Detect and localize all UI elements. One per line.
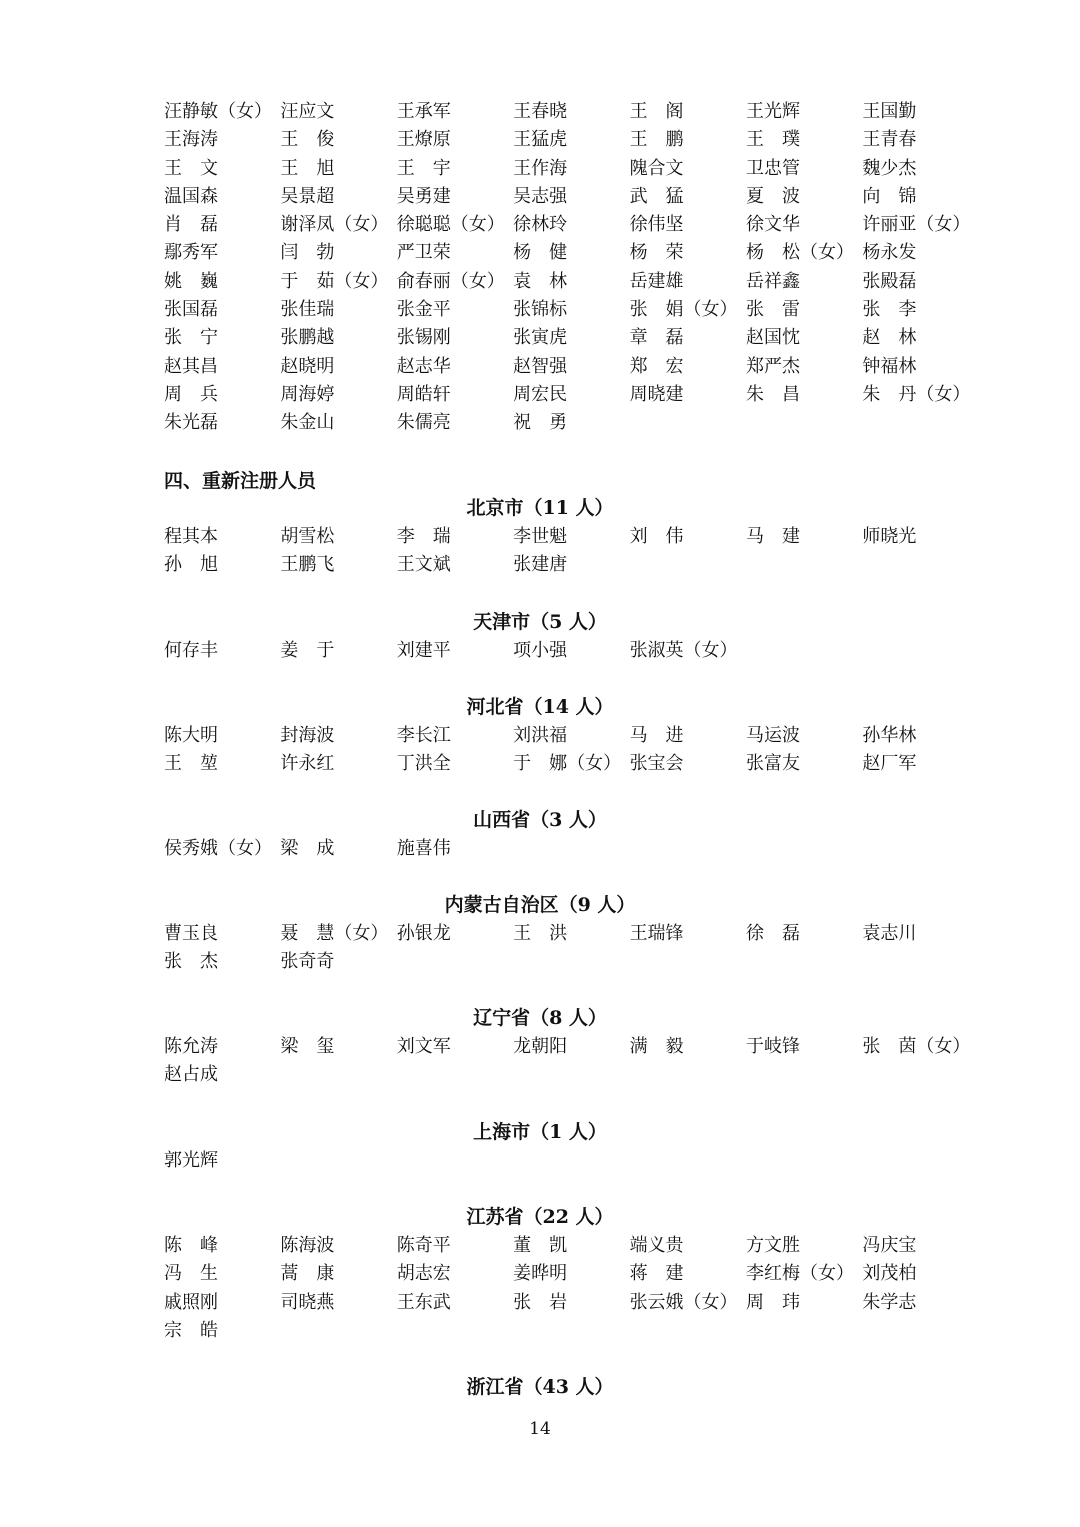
name-row [164,268,984,296]
name-row [164,1260,984,1288]
person-name: 朱金山 [280,412,335,434]
person-name: 姜晔明 [513,1263,568,1285]
person-name: 鄢秀军 [164,242,218,264]
person-name: 李红梅（女） [745,1263,854,1285]
person-name: 封海波 [280,725,335,746]
person-name: 王 洪 [513,923,568,944]
person-name: 王 文 [164,157,218,179]
person-name: 孙银龙 [396,923,451,944]
person-name: 李 瑞 [396,526,451,547]
person-name: 王瑞锋 [629,923,684,944]
person-name: 魏少杰 [862,157,917,179]
section-heading: 四、重新注册人员 [164,470,317,492]
person-name: 张 杰 [164,951,218,973]
name-row [164,523,984,551]
page-number: 14 [529,1419,551,1439]
person-name: 李长江 [396,725,451,746]
name-row [164,948,984,976]
person-name: 张 雷 [745,299,800,321]
person-name: 张奇奇 [280,951,335,973]
person-name: 马 建 [745,526,800,547]
person-name: 张宝会 [629,753,684,775]
person-name: 赵 林 [862,327,917,349]
person-name: 赵智强 [513,355,568,377]
name-row [164,1289,984,1317]
person-name: 胡雪松 [280,526,335,547]
name-row [164,211,984,239]
region-name-list [164,835,984,863]
person-name: 姜 于 [280,640,335,661]
person-name: 徐聪聪（女） [396,214,505,236]
person-name: 郑 宏 [629,355,684,377]
person-name: 徐林玲 [513,214,568,236]
person-name: 宗 皓 [164,1319,218,1341]
person-name: 朱光磊 [164,412,218,434]
person-name: 王春晓 [513,101,568,122]
name-row [164,722,984,750]
name-row [164,183,984,211]
person-name: 张寅虎 [513,327,568,349]
person-name: 孙 旭 [164,554,218,576]
person-name: 温国森 [164,185,218,207]
name-row [164,381,984,409]
name-row [164,1317,984,1345]
person-name: 杨 荣 [629,242,684,264]
person-name: 王承军 [396,101,451,122]
person-name: 夏 波 [745,185,800,207]
person-name: 冯 生 [164,1263,218,1285]
person-name: 王作海 [513,157,568,179]
person-name: 于 娜（女） [513,753,622,775]
person-name: 岳祥鑫 [745,270,800,292]
person-name: 张佳瑞 [280,299,335,321]
person-name: 张 李 [862,299,917,321]
person-name: 张 宁 [164,327,218,349]
person-name: 赵厂军 [862,753,917,775]
person-name: 胡志宏 [396,1263,451,1285]
person-name: 张国磊 [164,299,218,321]
name-row [164,551,984,579]
person-name: 杨永发 [862,242,917,264]
person-name: 汪静敏（女） [164,101,272,122]
person-name: 章 磊 [629,327,684,349]
name-row [164,155,984,183]
person-name: 朱 丹（女） [862,383,971,405]
person-name: 项小强 [513,640,568,661]
person-name: 王文斌 [396,554,451,576]
region-heading: 上海市（1 人） [473,1121,607,1143]
person-name: 王猛虎 [513,129,568,151]
person-name: 端义贵 [629,1235,684,1256]
person-name: 岳建雄 [629,270,684,292]
person-name: 于岐锋 [745,1036,800,1057]
person-name: 徐 磊 [745,923,800,944]
person-name: 严卫荣 [396,242,451,264]
person-name: 戚照刚 [164,1291,218,1313]
person-name: 张 娟（女） [629,299,738,321]
name-list-continued [164,98,984,438]
person-name: 周 兵 [164,383,218,405]
person-name: 赵晓明 [280,355,335,377]
person-name: 徐文华 [745,214,800,236]
person-name: 师晓光 [862,526,917,547]
person-name: 周皓轩 [396,383,451,405]
region-heading: 天津市（5 人） [473,611,607,633]
person-name: 刘文军 [396,1036,451,1057]
person-name: 吴景超 [280,185,335,207]
person-name: 隗合文 [629,157,684,179]
person-name: 刘茂柏 [862,1263,917,1285]
person-name: 赵占成 [164,1064,218,1086]
person-name: 王国勤 [862,101,917,122]
person-name: 杨 健 [513,242,568,264]
region-name-list [164,637,984,665]
person-name: 俞春丽（女） [396,270,505,292]
person-name: 姚 巍 [164,270,218,292]
name-row [164,98,984,126]
region-name-list [164,1232,984,1345]
region-name-list [164,523,984,580]
person-name: 赵其昌 [164,355,218,377]
person-name: 张锡刚 [396,327,451,349]
person-name: 向 锦 [862,185,917,207]
person-name: 陈奇平 [396,1235,451,1256]
person-name: 赵国忱 [745,327,800,349]
name-row [164,126,984,154]
person-name: 王 宇 [396,157,451,179]
person-name: 王光辉 [745,101,800,122]
person-name: 王燎原 [396,129,451,151]
person-name: 马运波 [745,725,800,746]
person-name: 李世魁 [513,526,568,547]
region-heading: 内蒙古自治区（9 人） [444,894,636,916]
person-name: 王 旭 [280,157,335,179]
person-name: 张淑英（女） [629,640,738,661]
person-name: 何存丰 [164,640,218,661]
name-row [164,239,984,267]
person-name: 刘 伟 [629,526,684,547]
person-name: 董 凯 [513,1235,568,1256]
name-row [164,353,984,381]
person-name: 王 璞 [745,129,800,151]
person-name: 许丽亚（女） [862,214,971,236]
name-row [164,750,984,778]
person-name: 朱 昌 [745,383,800,405]
region-name-list [164,1033,984,1090]
person-name: 冯庆宝 [862,1235,917,1256]
person-name: 施喜伟 [396,838,451,859]
region-heading: 山西省（3 人） [473,809,607,831]
person-name: 汪应文 [280,101,335,122]
person-name: 卫忠管 [745,157,800,179]
person-name: 司晓燕 [280,1291,335,1313]
name-row [164,1147,984,1175]
person-name: 龙朝阳 [513,1036,568,1057]
person-name: 钟福林 [862,355,917,377]
person-name: 丁洪全 [396,753,451,775]
name-row [164,920,984,948]
name-row [164,324,984,352]
person-name: 张富友 [745,753,800,775]
person-name: 陈 峰 [164,1235,218,1256]
person-name: 张锦标 [513,299,568,321]
name-row [164,637,984,665]
person-name: 程其本 [164,526,218,547]
person-name: 王 阁 [629,101,684,122]
person-name: 赵志华 [396,355,451,377]
region-name-list [164,1147,984,1175]
person-name: 吴志强 [513,185,568,207]
region-name-list [164,920,984,977]
person-name: 周宏民 [513,383,568,405]
person-name: 张鹏越 [280,327,335,349]
person-name: 谢泽凤（女） [280,214,389,236]
person-name: 陈大明 [164,725,218,746]
region-name-list [164,722,984,779]
person-name: 张金平 [396,299,451,321]
person-name: 孙华林 [862,725,917,746]
person-name: 王青春 [862,129,917,151]
person-name: 张建唐 [513,554,568,576]
name-row [164,1033,984,1061]
person-name: 吴勇建 [396,185,451,207]
person-name: 王海涛 [164,129,218,151]
person-name: 梁 成 [280,838,335,859]
region-heading: 北京市（11 人） [466,497,614,519]
person-name: 王东武 [396,1291,451,1313]
person-name: 朱学志 [862,1291,917,1313]
person-name: 蒿 康 [280,1263,335,1285]
region-heading: 浙江省（43 人） [466,1376,614,1398]
person-name: 王鹏飞 [280,554,335,576]
person-name: 陈海波 [280,1235,335,1256]
region-heading: 河北省（14 人） [466,696,614,718]
person-name: 袁 林 [513,270,568,292]
person-name: 聂 慧（女） [280,923,389,944]
person-name: 曹玉良 [164,923,218,944]
person-name: 刘建平 [396,640,451,661]
person-name: 张云娥（女） [629,1291,738,1313]
person-name: 张殿磊 [862,270,917,292]
person-name: 肖 磊 [164,214,218,236]
person-name: 侯秀娥（女） [164,838,272,859]
person-name: 袁志川 [862,923,917,944]
person-name: 周海婷 [280,383,335,405]
person-name: 王 堃 [164,753,218,775]
person-name: 张 岩 [513,1291,568,1313]
person-name: 周晓建 [629,383,684,405]
name-row [164,296,984,324]
person-name: 祝 勇 [513,412,568,434]
person-name: 王 鹏 [629,129,684,151]
person-name: 马 进 [629,725,684,746]
person-name: 杨 松（女） [745,242,854,264]
person-name: 蒋 建 [629,1263,684,1285]
person-name: 方文胜 [745,1235,800,1256]
region-heading: 辽宁省（8 人） [473,1007,607,1029]
name-row [164,1232,984,1260]
person-name: 朱儒亮 [396,412,451,434]
person-name: 郭光辉 [164,1150,218,1171]
person-name: 武 猛 [629,185,684,207]
person-name: 郑严杰 [745,355,800,377]
person-name: 王 俊 [280,129,335,151]
person-name: 闫 勃 [280,242,335,264]
name-row [164,409,984,437]
person-name: 满 毅 [629,1036,684,1057]
person-name: 刘洪福 [513,725,568,746]
name-row [164,835,984,863]
person-name: 徐伟坚 [629,214,684,236]
person-name: 于 茹（女） [280,270,389,292]
person-name: 张 茵（女） [862,1036,971,1057]
person-name: 许永红 [280,753,335,775]
name-row [164,1061,984,1089]
person-name: 陈允涛 [164,1036,218,1057]
person-name: 梁 玺 [280,1036,335,1057]
region-heading: 江苏省（22 人） [466,1206,614,1228]
person-name: 周 玮 [745,1291,800,1313]
